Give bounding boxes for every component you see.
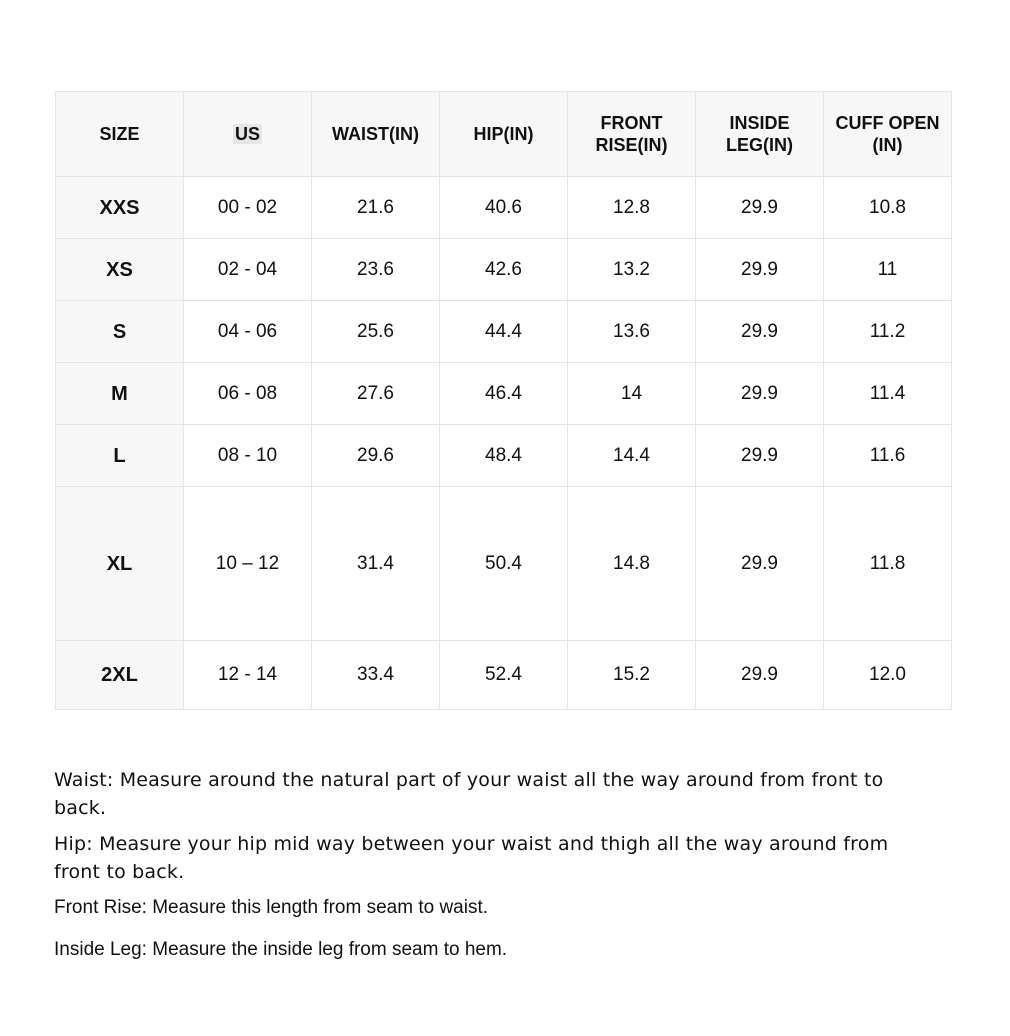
inside-leg-cell: 29.9 — [696, 641, 824, 710]
waist-cell: 23.6 — [312, 239, 440, 301]
size-cell: L — [56, 425, 184, 487]
header-us — [184, 92, 312, 177]
hip-cell: 48.4 — [440, 425, 568, 487]
cuff-open-cell: 11.6 — [824, 425, 952, 487]
cuff-open-cell: 11.8 — [824, 487, 952, 641]
us-cell: 04 - 06 — [184, 301, 312, 363]
us-cell: 06 - 08 — [184, 363, 312, 425]
waist-cell: 29.6 — [312, 425, 440, 487]
hip-cell: 52.4 — [440, 641, 568, 710]
size-chart-table — [55, 91, 952, 710]
us-cell: 02 - 04 — [184, 239, 312, 301]
table-header-row — [56, 92, 952, 177]
inside-leg-cell: 29.9 — [696, 239, 824, 301]
inside-leg-cell: 29.9 — [696, 487, 824, 641]
cuff-open-cell: 11 — [824, 239, 952, 301]
front-rise-cell: 13.2 — [568, 239, 696, 301]
header-us-label: US — [234, 124, 260, 144]
front-rise-cell: 15.2 — [568, 641, 696, 710]
table-row — [56, 363, 952, 425]
note-text: Measure your hip mid way between your waist and thigh all the way around from front to back. — [54, 833, 889, 883]
table-row — [56, 177, 952, 239]
inside-leg-cell: 29.9 — [696, 177, 824, 239]
hip-cell: 42.6 — [440, 239, 568, 301]
front-rise-cell: 13.6 — [568, 301, 696, 363]
waist-cell: 25.6 — [312, 301, 440, 363]
header-front-rise: FRONT RISE(IN) — [568, 92, 696, 177]
size-cell: XL — [56, 487, 184, 641]
inside-leg-cell: 29.9 — [696, 363, 824, 425]
note-hip — [54, 830, 934, 886]
size-cell: XXS — [56, 177, 184, 239]
measurement-notes — [54, 766, 934, 978]
note-inside-leg — [54, 936, 934, 964]
hip-cell: 40.6 — [440, 177, 568, 239]
size-cell: 2XL — [56, 641, 184, 710]
note-text: Measure around the natural part of your waist all the way around from front to back. — [54, 769, 884, 819]
hip-cell: 44.4 — [440, 301, 568, 363]
waist-cell: 31.4 — [312, 487, 440, 641]
header-inside-leg: INSIDE LEG(IN) — [696, 92, 824, 177]
cuff-open-cell: 11.4 — [824, 363, 952, 425]
hip-cell: 50.4 — [440, 487, 568, 641]
waist-cell: 33.4 — [312, 641, 440, 710]
cuff-open-cell: 11.2 — [824, 301, 952, 363]
front-rise-cell: 14 — [568, 363, 696, 425]
us-cell: 12 - 14 — [184, 641, 312, 710]
front-rise-cell: 14.8 — [568, 487, 696, 641]
table-row — [56, 425, 952, 487]
note-front-rise — [54, 894, 934, 922]
size-cell: M — [56, 363, 184, 425]
front-rise-cell: 14.4 — [568, 425, 696, 487]
front-rise-cell: 12.8 — [568, 177, 696, 239]
table-row — [56, 301, 952, 363]
waist-cell: 27.6 — [312, 363, 440, 425]
inside-leg-cell: 29.9 — [696, 425, 824, 487]
header-size: SIZE — [56, 92, 184, 177]
us-cell: 10 – 12 — [184, 487, 312, 641]
note-label: Front Rise: — [54, 897, 147, 918]
waist-cell: 21.6 — [312, 177, 440, 239]
size-cell: XS — [56, 239, 184, 301]
table-row — [56, 487, 952, 641]
cuff-open-cell: 10.8 — [824, 177, 952, 239]
note-label: Hip: — [54, 833, 93, 855]
table-row — [56, 641, 952, 710]
note-label: Waist: — [54, 769, 114, 791]
hip-cell: 46.4 — [440, 363, 568, 425]
size-cell: S — [56, 301, 184, 363]
cuff-open-cell: 12.0 — [824, 641, 952, 710]
us-cell: 08 - 10 — [184, 425, 312, 487]
note-label: Inside Leg: — [54, 939, 147, 960]
note-text: Measure this length from seam to waist. — [152, 897, 489, 918]
header-cuff-open: CUFF OPEN (IN) — [824, 92, 952, 177]
header-waist: WAIST(IN) — [312, 92, 440, 177]
note-waist — [54, 766, 934, 822]
us-cell: 00 - 02 — [184, 177, 312, 239]
table-row — [56, 239, 952, 301]
header-hip: HIP(IN) — [440, 92, 568, 177]
note-text: Measure the inside leg from seam to hem. — [152, 939, 508, 960]
inside-leg-cell: 29.9 — [696, 301, 824, 363]
